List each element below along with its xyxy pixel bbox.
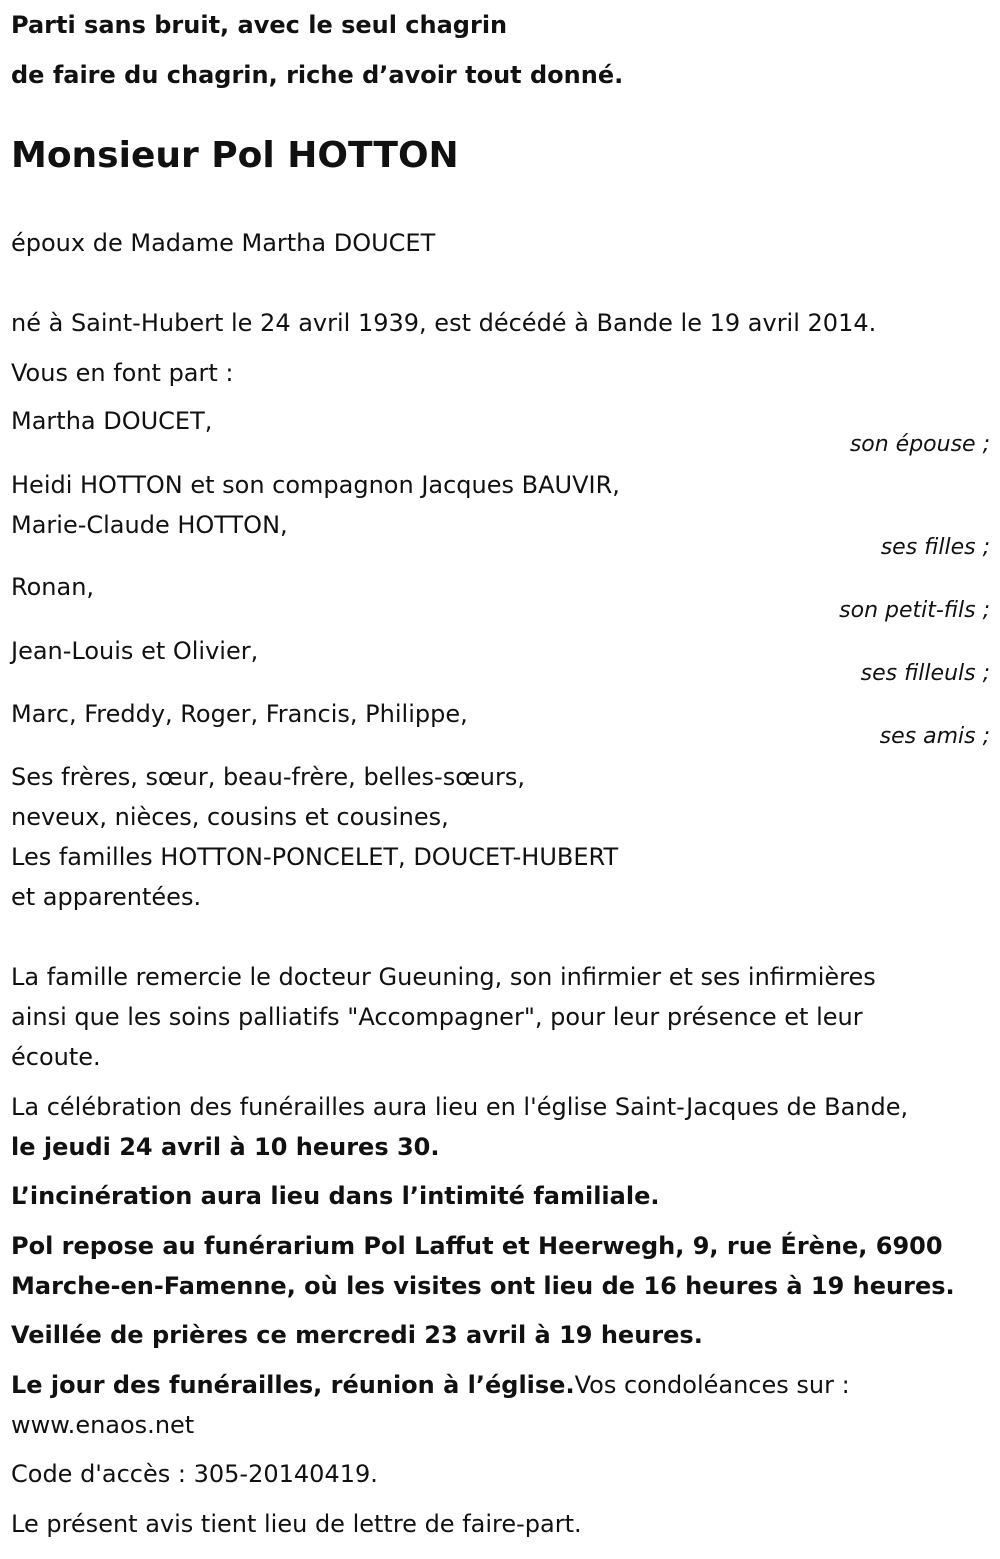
thanks-line-1: La famille remercie le docteur Gueuning, son infirmier et ses infirmières bbox=[11, 963, 876, 991]
intro-line: Vous en font part : bbox=[11, 359, 234, 387]
spouse-names: Martha DOUCET, bbox=[11, 407, 213, 435]
grandson-role: son petit-fils ; bbox=[839, 598, 990, 623]
birth-death-line: né à Saint-Hubert le 24 avril 1939, est décédé à Bande le 19 avril 2014. bbox=[11, 309, 877, 337]
spouse-line: époux de Madame Martha DOUCET bbox=[11, 229, 436, 257]
vigil-line: Veillée de prières ce mercredi 23 avril à 19 heures. bbox=[11, 1321, 703, 1349]
daughters-role: ses filles ; bbox=[880, 535, 990, 560]
others-line-2: neveux, nièces, cousins et cousines, bbox=[11, 803, 449, 831]
spouse-role: son épouse ; bbox=[849, 432, 990, 457]
condolences-text: Vos condoléances sur : bbox=[574, 1371, 850, 1399]
closing-line: Le présent avis tient lieu de lettre de faire-part. bbox=[11, 1510, 582, 1538]
grandson-names: Ronan, bbox=[11, 573, 95, 601]
others-line-3: Les familles HOTTON-PONCELET, DOUCET-HUBERT bbox=[11, 843, 619, 871]
thanks-line-2: ainsi que les soins palliatifs "Accompagner", pour leur présence et leur bbox=[11, 1003, 863, 1031]
deceased-name: Monsieur Pol HOTTON bbox=[11, 135, 459, 176]
website-link[interactable]: www.enaos.net bbox=[11, 1411, 195, 1439]
access-code-line: Code d'accès : 305-20140419. bbox=[11, 1460, 378, 1488]
ceremony-line-2: le jeudi 24 avril à 10 heures 30. bbox=[11, 1133, 440, 1161]
others-line-4: et apparentées. bbox=[11, 883, 202, 911]
thanks-line-3: écoute. bbox=[11, 1043, 101, 1071]
godsons-role: ses filleuls ; bbox=[860, 661, 990, 686]
funerarium-line-2: Marche-en-Famenne, où les visites ont lieu de 16 heures à 19 heures. bbox=[11, 1272, 955, 1300]
daughters-line-2: Marie-Claude HOTTON, bbox=[11, 511, 288, 539]
funerarium-line-1: Pol repose au funérarium Pol Laffut et Heerwegh, 9, rue Érène, 6900 bbox=[11, 1232, 943, 1260]
meeting-text: Le jour des funérailles, réunion à l’église. bbox=[11, 1371, 575, 1399]
cremation-line: L’incinération aura lieu dans l’intimité familiale. bbox=[11, 1182, 660, 1210]
quote-line-2: de faire du chagrin, riche d’avoir tout donné. bbox=[11, 61, 624, 89]
meeting-line bbox=[11, 1370, 850, 1400]
obituary-notice bbox=[11, 0, 990, 1559]
quote-line-1: Parti sans bruit, avec le seul chagrin bbox=[11, 11, 508, 39]
daughters-line-1: Heidi HOTTON et son compagnon Jacques BAUVIR, bbox=[11, 471, 620, 499]
godsons-names: Jean-Louis et Olivier, bbox=[11, 637, 259, 665]
friends-names: Marc, Freddy, Roger, Francis, Philippe, bbox=[11, 700, 468, 728]
friends-role: ses amis ; bbox=[879, 724, 990, 749]
ceremony-line-1: La célébration des funérailles aura lieu en l'église Saint-Jacques de Bande, bbox=[11, 1093, 909, 1121]
others-line-1: Ses frères, sœur, beau-frère, belles-sœurs, bbox=[11, 763, 525, 791]
